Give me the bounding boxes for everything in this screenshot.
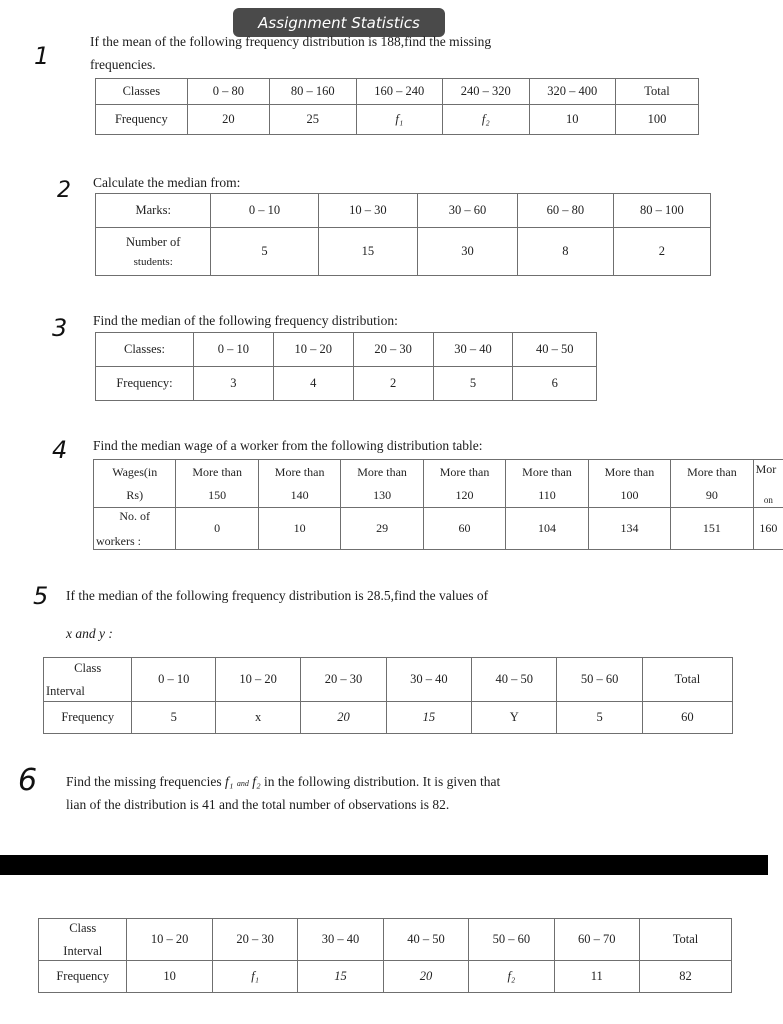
black-divider-bar	[0, 855, 768, 875]
question-number-3: 3	[52, 314, 68, 342]
q6-f2: f₂	[252, 774, 261, 789]
q3-cell: 6	[513, 367, 597, 401]
q1-cell: 25	[270, 105, 357, 135]
q2-row-label-line2: students:	[133, 256, 173, 268]
q3-header-cell: 0 – 10	[193, 333, 273, 367]
q2-header-cell: 30 – 60	[418, 194, 518, 228]
q6-header-cell: 20 – 30	[212, 919, 297, 961]
q6-cell: 20	[383, 961, 468, 993]
q4-wage-cell	[671, 460, 753, 508]
q2-header-cell: 80 – 100	[613, 194, 710, 228]
q3-header-cell: 40 – 50	[513, 333, 597, 367]
q1-header-cell: 240 – 320	[443, 79, 530, 105]
q6-cell: 11	[554, 961, 639, 993]
q1-header-cell: 80 – 160	[270, 79, 357, 105]
q6-f1: f₁	[224, 774, 234, 789]
q4-workers-cell: 10	[258, 508, 340, 550]
q5-cell: Y	[472, 702, 557, 734]
q4-wage-cell	[423, 460, 505, 508]
more-than-label: More than	[274, 464, 325, 479]
q4-wage-cell	[258, 460, 340, 508]
q4-workers-cell: 0	[176, 508, 258, 550]
q4-workers-cell: 60	[423, 508, 505, 550]
q2-row-label	[96, 228, 211, 276]
q5-header-cell: 50 – 60	[557, 658, 642, 702]
q3-header-cell: 10 – 20	[273, 333, 353, 367]
q4-wage-value: 130	[373, 487, 392, 502]
q1-header-cell: 320 – 400	[529, 79, 616, 105]
question-number-5: 5	[33, 582, 49, 610]
more-than-label-cut: Mor	[755, 462, 777, 476]
q6-header-cell: 10 – 20	[127, 919, 212, 961]
q4-wage-value: 150	[208, 487, 227, 502]
q1-cell: f₂	[443, 105, 530, 135]
q6-cell: 10	[127, 961, 212, 993]
q4-wage-cell-cut	[753, 460, 783, 508]
q2-header-cell: 60 – 80	[517, 194, 613, 228]
q1-table	[95, 78, 699, 135]
q4-workers-cell: 104	[506, 508, 588, 550]
q1-cell: 20	[187, 105, 269, 135]
q1-cell: 100	[616, 105, 699, 135]
assignment-title: Assignment Statistics	[233, 8, 445, 37]
q1-header-cell: Classes	[96, 79, 188, 105]
more-than-label: More than	[522, 464, 572, 479]
q3-cell: 5	[433, 367, 513, 401]
q5-cell: 20	[301, 702, 386, 734]
q5-row-label	[44, 658, 132, 702]
more-than-label: More than	[357, 464, 407, 479]
q2-header-cell: Marks:	[96, 194, 211, 228]
more-than-label: More than	[192, 464, 242, 479]
q4-text: Find the median wage of a worker from the following distribution table:	[93, 438, 483, 453]
q4-workers-label	[94, 508, 176, 550]
q6-cell: f₂	[469, 961, 554, 993]
q6-label-line2: Interval	[63, 943, 103, 958]
q1-text-line1: If the mean of the following frequency distribution is 188,find the missing	[90, 34, 492, 49]
q4-wage-value: 110	[538, 487, 556, 502]
q6-header-cell: Total	[640, 919, 732, 961]
q4-wage-cell	[506, 460, 588, 508]
q2-cell: 2	[613, 228, 710, 276]
q5-header-cell: 10 – 20	[215, 658, 300, 702]
q4-stray-text: on	[763, 495, 773, 505]
q5-header-cell: 0 – 10	[132, 658, 216, 702]
q4-workers-cell: 29	[341, 508, 423, 550]
q4-table	[93, 459, 783, 550]
q1-cell: 10	[529, 105, 616, 135]
q2-row-label-line1: Number of	[125, 235, 181, 249]
q6-header-cell: 60 – 70	[554, 919, 639, 961]
q3-text: Find the median of the following frequency distribution:	[93, 313, 398, 328]
q5-cell: 60	[642, 702, 732, 734]
q3-header-cell: 20 – 30	[353, 333, 433, 367]
q2-text: Calculate the median from:	[93, 175, 241, 190]
q5-text-xy: x and y :	[66, 626, 113, 641]
q4-wage-cell	[588, 460, 670, 508]
question-number-2: 2	[57, 178, 71, 203]
q5-header-cell: 30 – 40	[386, 658, 471, 702]
more-than-label: More than	[439, 464, 490, 479]
q1-header-cell: Total	[616, 79, 699, 105]
q1-header-cell: 0 – 80	[187, 79, 269, 105]
question-number-1: 1	[34, 42, 50, 70]
q5-frequency-label: Frequency	[44, 702, 132, 734]
q3-header-cell: Classes:	[96, 333, 194, 367]
q6-cell: 82	[640, 961, 732, 993]
q1-header-cell: 160 – 240	[356, 79, 443, 105]
question-number-4: 4	[52, 436, 68, 464]
q3-header-cell: 30 – 40	[433, 333, 513, 367]
q4-wages-label	[94, 460, 176, 508]
q2-cell: 5	[211, 228, 318, 276]
q4-workers-cell: 134	[588, 508, 670, 550]
q6-text-line2: lian of the distribution is 41 and the total number of observations is 82.	[66, 797, 450, 812]
q6-text-part-b: in the following distribution. It is given that	[260, 774, 501, 789]
question-number-6: 6	[18, 763, 38, 798]
q4-wage-cell	[341, 460, 423, 508]
q6-label-line1: Class	[69, 920, 97, 935]
q5-text: If the median of the following frequency distribution is 28.5,find the values of	[66, 588, 489, 603]
q4-workers-cell: 160	[753, 508, 783, 550]
q5-header-cell: 40 – 50	[472, 658, 557, 702]
q2-header-cell: 10 – 30	[318, 194, 418, 228]
q4-workers-label-line2: workers :	[96, 533, 141, 548]
more-than-label: More than	[687, 464, 737, 479]
q3-row-label: Frequency:	[96, 367, 194, 401]
q4-wage-value: 140	[290, 487, 309, 502]
q6-cell: 15	[298, 961, 383, 993]
q2-cell: 15	[318, 228, 418, 276]
q4-wage-value: 90	[705, 487, 718, 502]
q6-cell: f₁	[212, 961, 297, 993]
q5-cell: 15	[386, 702, 471, 734]
q6-table	[38, 918, 732, 993]
q5-cell: x	[215, 702, 300, 734]
q1-cell: f₁	[356, 105, 443, 135]
q4-wage-cell	[176, 460, 258, 508]
q2-cell: 8	[517, 228, 613, 276]
q3-cell: 4	[273, 367, 353, 401]
q4-wages-label-line2: Rs)	[126, 487, 144, 502]
more-than-label: More than	[604, 464, 655, 479]
q2-table	[95, 193, 711, 276]
q6-header-cell: 50 – 60	[469, 919, 554, 961]
q6-frequency-label: Frequency	[39, 961, 127, 993]
q2-header-cell: 0 – 10	[211, 194, 318, 228]
q6-header-cell: 30 – 40	[298, 919, 383, 961]
q5-header-cell: Total	[642, 658, 732, 702]
q1-row-label: Frequency	[96, 105, 188, 135]
q6-and: and	[236, 779, 249, 788]
q4-workers-label-line1: No. of	[119, 508, 151, 523]
q6-header-cell: 40 – 50	[383, 919, 468, 961]
q5-cell: 5	[132, 702, 216, 734]
q5-table	[43, 657, 733, 734]
q5-header-cell: 20 – 30	[301, 658, 386, 702]
q5-label-line2: Interval	[46, 683, 85, 698]
q6-text-part-a: Find the missing frequencies	[66, 774, 225, 789]
q1-text-line2: frequencies.	[90, 57, 156, 72]
q3-cell: 2	[353, 367, 433, 401]
q5-cell: 5	[557, 702, 642, 734]
q6-text-line1	[66, 773, 500, 791]
q4-wage-value: 100	[620, 487, 639, 502]
q2-cell: 30	[418, 228, 518, 276]
q5-label-line1: Class	[74, 660, 102, 675]
q4-workers-cell: 151	[671, 508, 753, 550]
q6-row-label	[39, 919, 127, 961]
q3-cell: 3	[193, 367, 273, 401]
q4-wages-label-line1: Wages(in	[112, 464, 158, 479]
q3-table	[95, 332, 597, 401]
q4-wage-value: 120	[455, 487, 474, 502]
